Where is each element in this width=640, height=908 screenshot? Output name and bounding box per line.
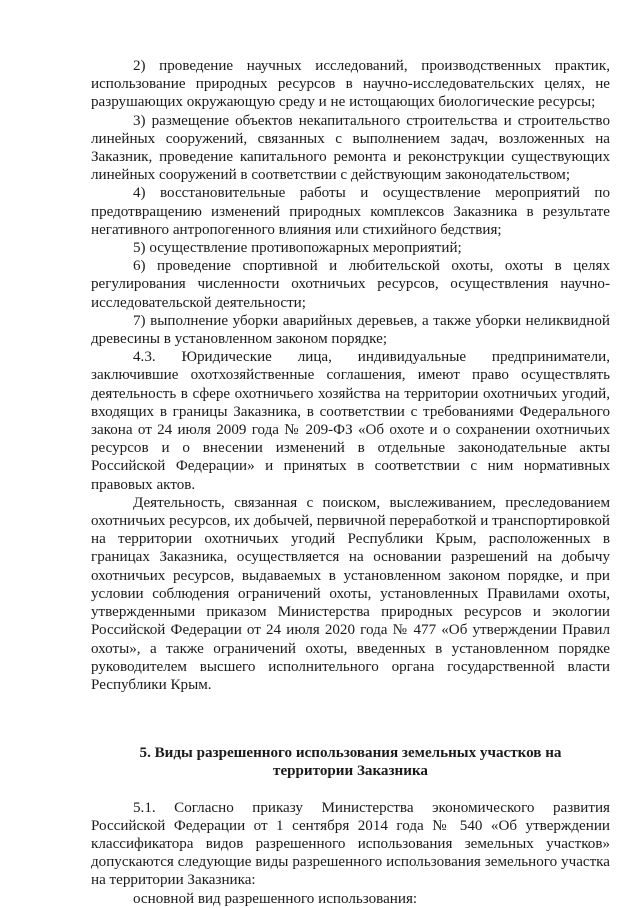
paragraph-item-6: 6) проведение спортивной и любительской охоты, охоты в целях регулирования численности охотничьих ресурсов, осуществления научно-исследовательской деятельности; <box>91 258 610 311</box>
paragraph-item-5: 5) осуществление противопожарных мероприятий; <box>133 240 462 257</box>
paragraph-4-3: 4.3. Юридические лица, индивидуальные предприниматели, заключившие охотхозяйственные соглашения, имеют право осуществлять деятельность в сфере охотничьего хозяйства на территории охотничьих угодий, входящих в границы Заказника, в соответствии с требованиями Федерального закона от 24 июля 2009 года № 209-ФЗ «Об охоте и о сохранении охотничьих ресурсов и о внесении изменений в отдельные законодательные акты Российской Федерации» и принятых в соответствии с ним нормативных правовых актов. <box>91 349 610 493</box>
paragraph-item-7: 7) выполнение уборки аварийных деревьев, а также уборки неликвидной древесины в установленном законом порядке; <box>91 312 610 348</box>
section-heading-line2: территории Заказника <box>273 763 428 780</box>
paragraph-item-2: 2) проведение научных исследований, производственных практик, использование природных ресурсов в научно-исследовательских целях, не разрушающих окружающую среду и не истощающих биологические ресурсы; <box>91 58 610 111</box>
paragraph-item-3: 3) размещение объектов некапитального строительства и строительство линейных сооружений, связанных с выполнением задач, возложенных на Заказник, проведение капитального ремонта и реконструкции существующих линейных сооружений в соответствии с действующим законодательством; <box>91 112 610 184</box>
paragraph-main-use: основной вид разрешенного использования: <box>133 890 418 907</box>
spacer <box>91 781 610 799</box>
paragraph-item-4: 4) восстановительные работы и осуществление мероприятий по предотвращению изменений природных комплексов Заказника в результате негативного антропогенного влияния или стихийного бедствия; <box>91 185 610 238</box>
spacer <box>91 694 610 744</box>
section-heading <box>91 744 610 780</box>
paragraph-5-1: 5.1. Согласно приказу Министерства экономического развития Российской Федерации от 1 сентября 2014 года № 540 «Об утверждении классификатора видов разрешенного использования земельных участков» допускаются следующие виды разрешенного использования земельного участка на территории Заказника: <box>91 799 610 889</box>
section-heading-line1: 5. Виды разрешенного использования земельных участков на <box>139 745 562 762</box>
paragraph-hunting-activity: Деятельность, связанная с поиском, выслеживанием, преследованием охотничьих ресурсов, их добычей, первичной переработкой и транспортировкой на территории охотничьих угодий Республики Крым, расположенных в границах Заказника, осуществляется на основании разрешений на добычу охотничьих ресурсов, выдаваемых в установленном законом порядке, и при условии соблюдения ограничений охоты, установленных Правилами охоты, утвержденными приказом Министерства природных ресурсов и экологии Российской Федерации от 24 июля 2020 года № 477 «Об утверждении Правил охоты», а также ограничений охоты, введенных в установленном порядке руководителем высшего исполнительного органа государственной власти Республики Крым. <box>91 494 610 693</box>
